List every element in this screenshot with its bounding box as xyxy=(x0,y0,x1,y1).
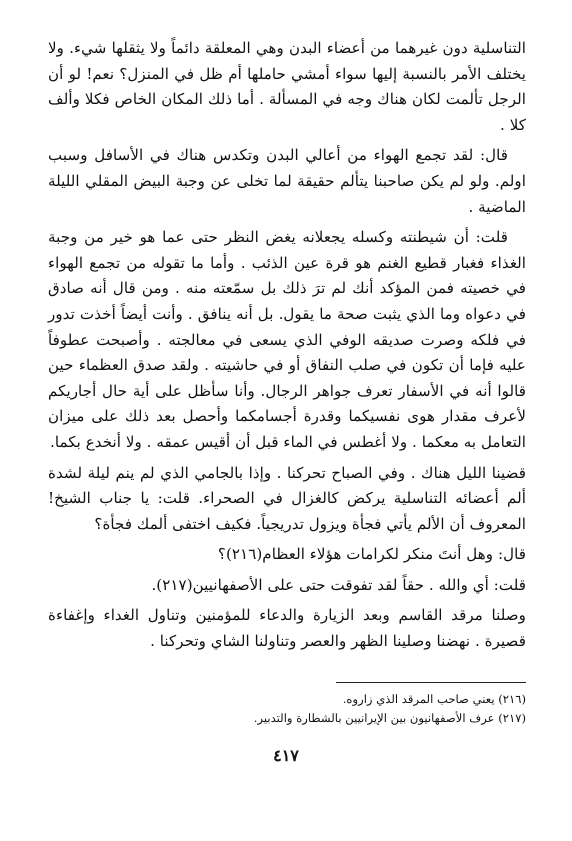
footnotes xyxy=(48,690,526,728)
paragraph-4: قضينا الليل هناك . وفي الصباح تحركنا . وإذا بالجامي الذي لم ينم ليلة لشدة ألم أعضائه التناسلية يركض كالغزال في الصحراء. قلت: يا جناب الشيخ! المعروف أن الألم يأتي فجأة ويزول تدريجياً. فكيف اختفى ألمك فجأة؟ xyxy=(48,463,526,533)
paragraph-2: قال: لقد تجمع الهواء من أعالي البدن وتكدس هناك في الأسافل وسبب اولم. ولو لم يكن صاحبنا يتألم حقيقة لما تخلى عن وجبة البيض المقلي الليلة الماضية . xyxy=(48,146,526,216)
page-number: ٤١٧ xyxy=(273,746,299,765)
paragraph-7: وصلنا مرقد القاسم وبعد الزيارة والدعاء للمؤمنين وتناول الغداء وإغفاءة قصيرة . نهضنا وصلينا الظهر والعصر وتناولنا الشاي وتحركنا . xyxy=(48,606,526,651)
footnote-216: (٢١٦) يعني صاحب المرقد الذي زاروه. xyxy=(342,692,526,706)
paragraph-6: قلت: أي والله . حقاً لقد تفوقت حتى على الأصفهانيين(٢١٧). xyxy=(151,575,526,594)
paragraph-3: قلت: أن شيطنته وكسله يجعلانه يغض النظر حتى عما هو خير من وجبة الغذاء فغبار قطيع الغنم هو قرة عين الذئب . وأما ما تقوله من تجمع الهواء في خصيته فمن المؤكد أنك لم ترَ ذلك بل سمّعته منه . ومن قال أنه صادق في دعواه وما الذي يثبت صحة ما يقول. بل أنه ينافق . وأنت أيضاً أخذت تدور في فلكه وصرت صديقه الوفي الذي يسعى في معالجته . وأصبحت عطوفاً عليه فإما أن تكون في صلب النفاق أو في حاشيته . ولقد صدق العظماء حين قالوا أنه في الأسفار تعرف جواهر الرجال. وأنا سأظل على أية حال أجاريكم لأعرف مقدار هوى نفسيكما وقدرة أجسامكما وأحصل بعد ذلك على ميزان التعامل به معكما . ولا أغطس في الماء قبل أن أقيس عمقه . ولا أنخدع بكما. xyxy=(48,228,526,451)
paragraph-5: قال: وهل أنتَ منكر لكرامات هؤلاء العظام(٢١٦)؟ xyxy=(217,545,526,564)
paragraph-1: التناسلية دون غيرهما من أعضاء البدن وهي المعلقة دائماً ولا يثقلها شيء. ولا يختلف الأمر بالنسبة إليها سواء أمشي حاملها أم ظل في المنزل؟ نعم! لو أن الرجل تألمت لكان هناك وجه في المسألة . أما ذلك المكان الخاص فكلا وألف كلا . xyxy=(48,39,526,134)
page-body xyxy=(48,36,526,660)
footnote-divider xyxy=(336,682,526,683)
footnote-217: (٢١٧) عرف الأصفهانيون بين الإيرانيين بالشطارة والتدبير. xyxy=(253,711,526,725)
